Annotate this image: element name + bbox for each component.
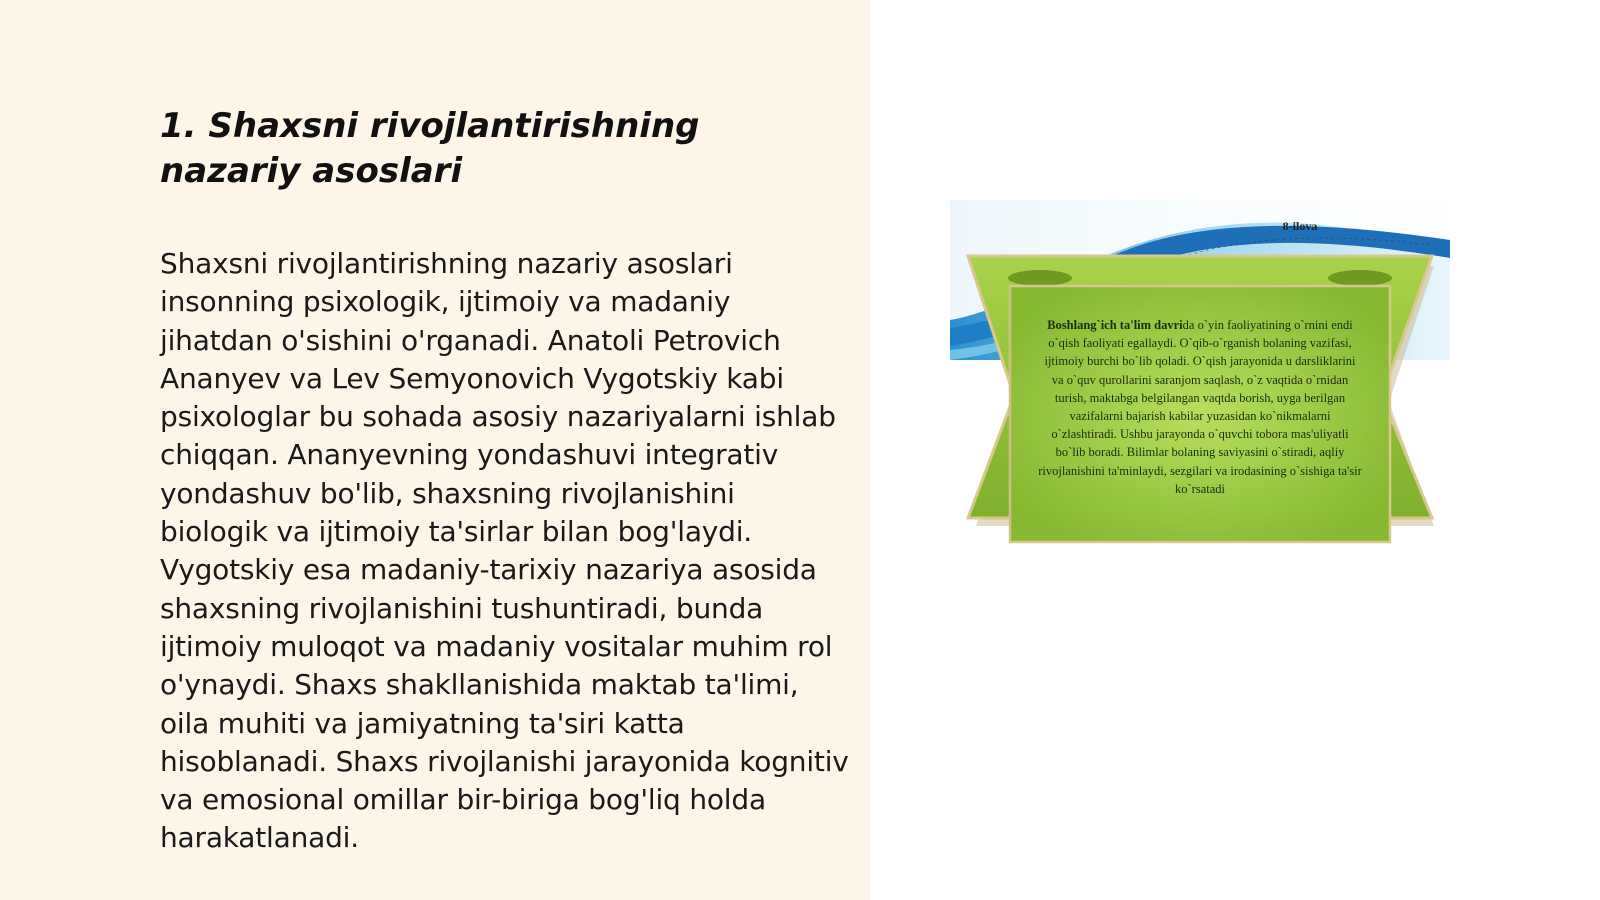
figure-paragraph-bold: Boshlang`ich ta'lim davri [1047,318,1183,332]
slide-body-text: Shaxsni rivojlantirishning nazariy asoslari insonning psixologik, ijtimoiy va madaniy jihatdan o'sishini o'rganadi. Anatoli Petrovich Ananyev va Lev Semyonovich Vygotskiy kabi psixologlar bu sohada asosiy nazariyalarni ishlab chiqqan. Ananyevning yondashuvi integrativ yondashuv bo'lib, shaxsning rivojlanishini biologik va ijtimoiy ta'sirlar bilan bog'laydi. Vygotskiy esa madaniy-tarixiy nazariya asosida shaxsning rivojlanishini tushuntiradi, bunda ijtimoiy muloqot va madaniy vositalar muhim rol o'ynaydi. Shaxs shakllanishida maktab ta'limi, oila muhiti va jamiyatning ta'siri katta hisoblanadi. Shaxs rivojlanishi jarayonida kognitiv va emosional omillar bir-biriga bog'liq holda harakatlanadi. [160,247,849,855]
illustration-image [950,200,1450,570]
slide-title: 1. Shaxsni rivojlantirishning nazariy asoslari [160,106,700,191]
figure-paragraph-rest: da o`yin faoliyatining o`rnini endi o`qish faoliyati egallaydi. O`qib-o`rganish bolaning vazifasi, ijtimoiy burchi bo`lib qoladi. O`qish jarayonida u darsliklarini va o`quv qurollarini saranjom saqlash, o`z vaqtida o`rnidan turish, maktabga belgilangan vaqtda borish, uyga berilgan vazifalarni bajarish kabilar yuzasidan ko`nikmalarni o`zlashtiradi. Ushbu jarayonda o`quvchi tobora mas'uliyatli bo`lib boradi. Bilimlar bolaning saviyasini o`stiradi, aqliy rivojlanishini ta'minlaydi, sezgilari va irodasining o`sishiga ta'sir ko`rsatadi [1038,318,1362,496]
figure-label: 8-ilova [1282,219,1318,233]
figure-paragraph [1038,316,1362,498]
